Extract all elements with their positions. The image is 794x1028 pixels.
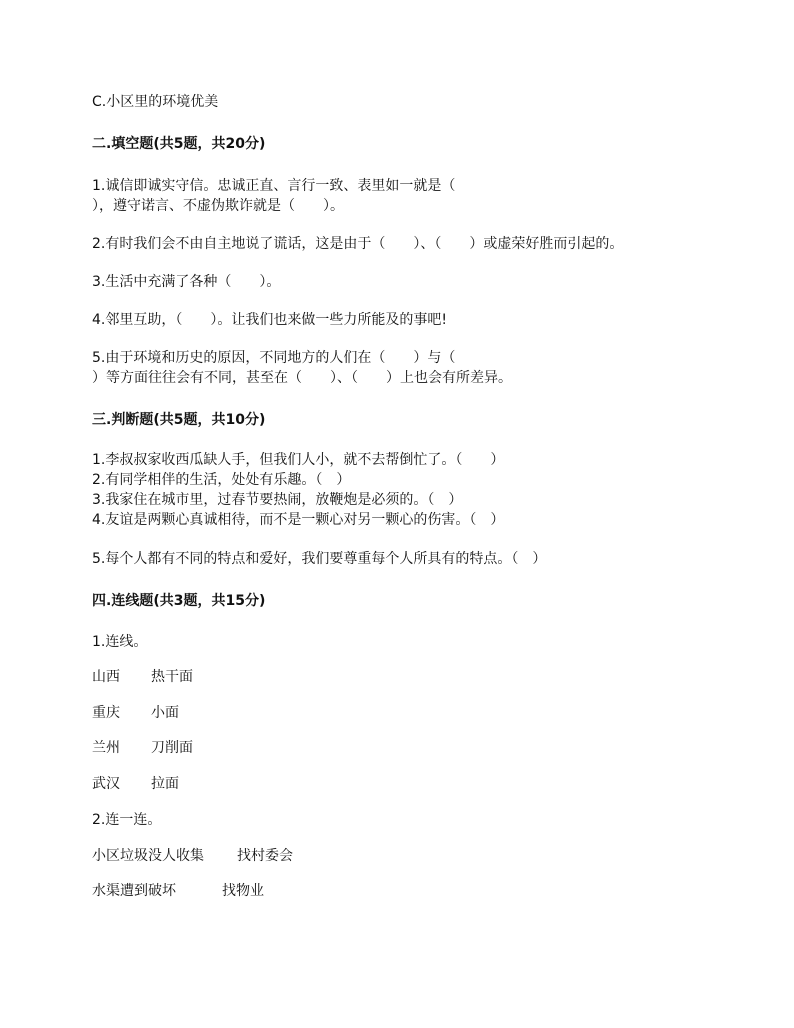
section-4-heading: 四.连线题(共3题，共15分)	[92, 593, 266, 609]
section-2-heading: 二.填空题(共5题，共20分)	[92, 136, 266, 152]
match-q1-right-3: 刀削面	[151, 740, 193, 756]
match-q2-right-1: 找村委会	[237, 848, 293, 864]
judge-q1: 1.李叔叔家收西瓜缺人手，但我们人小，就不去帮倒忙了。（ ）	[92, 452, 505, 468]
fill-q5-line2: ）等方面往往会有不同，甚至在（ ）、（ ）上也会有所差异。	[92, 370, 512, 386]
fill-q1-line1: 1.诚信即诚实守信。忠诚正直、言行一致、表里如一就是（	[92, 178, 456, 194]
match-q2-left-2: 水渠遭到破坏	[92, 883, 176, 899]
match-q1-right-2: 小面	[151, 705, 179, 721]
match-q2-left-1: 小区垃圾没人收集	[92, 848, 204, 864]
judge-q4: 4.友谊是两颗心真诚相待，而不是一颗心对另一颗心的伤害。（ ）	[92, 512, 505, 528]
judge-q3: 3.我家住在城市里，过春节要热闹，放鞭炮是必须的。（ ）	[92, 492, 463, 508]
match-q1-left-2: 重庆	[92, 705, 120, 721]
judge-q2: 2.有同学相伴的生活，处处有乐趣。（ ）	[92, 472, 351, 488]
match-q1-title: 1.连线。	[92, 634, 148, 650]
fill-q5-line1: 5.由于环境和历史的原因，不同地方的人们在（ ）与（	[92, 350, 456, 366]
option-c: C.小区里的环境优美	[92, 94, 219, 110]
match-q2-right-2: 找物业	[222, 883, 264, 899]
match-q1-left-3: 兰州	[92, 740, 120, 756]
match-q1-right-4: 拉面	[151, 776, 179, 792]
match-q1-left-1: 山西	[92, 669, 120, 685]
match-q1-right-1: 热干面	[151, 669, 193, 685]
section-3-heading: 三.判断题(共5题，共10分)	[92, 412, 266, 428]
fill-q2: 2.有时我们会不由自主地说了谎话，这是由于（ ）、（ ）或虚荣好胜而引起的。	[92, 236, 624, 252]
fill-q3: 3.生活中充满了各种（ ）。	[92, 274, 281, 290]
match-q1-left-4: 武汉	[92, 776, 120, 792]
fill-q1-line2: ），遵守诺言、不虚伪欺诈就是（ ）。	[92, 198, 344, 214]
match-q2-title: 2.连一连。	[92, 812, 162, 828]
judge-q5: 5.每个人都有不同的特点和爱好，我们要尊重每个人所具有的特点。（ ）	[92, 551, 547, 567]
fill-q4: 4.邻里互助，（ ）。让我们也来做一些力所能及的事吧!	[92, 312, 447, 328]
